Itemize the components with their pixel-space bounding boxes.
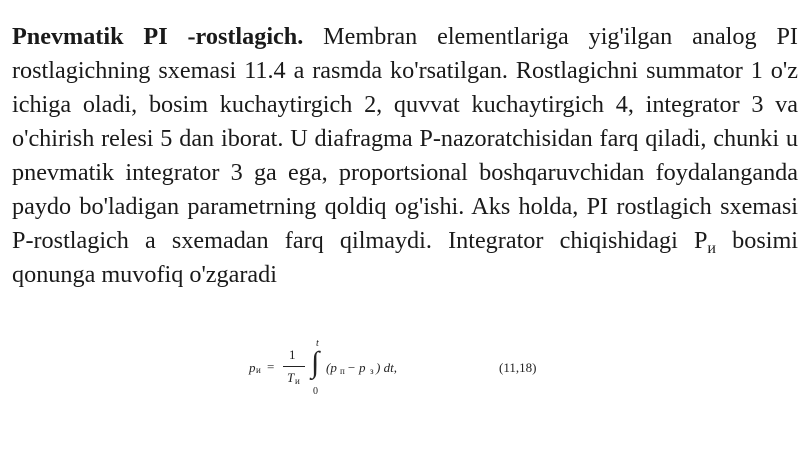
paragraph-text-part-2: bosimi qonunga muvofiq o'zgaradi — [12, 227, 798, 288]
body-paragraph — [12, 20, 798, 292]
formula-lhs: p — [249, 360, 256, 375]
formula-upper-limit: t — [316, 338, 319, 349]
formula-numerator: 1 — [289, 347, 296, 362]
formula-lower-limit: 0 — [313, 386, 318, 397]
formula-integrand-subscript-1: п — [340, 366, 345, 376]
paragraph-lead-heading: Pnevmatik PI -rostlagich. — [12, 23, 304, 50]
formula-integrand-close: ) dt, — [376, 360, 397, 375]
paragraph-text-part-1: Membran elementlariga yig'ilgan analog PI rostlagichning sxemasi 11.4 a rasmda ko'rsatilgan. Rostlagichni summator 1 o'z ichiga oladi, bosim kuchaytirgich 2, quvvat kuchaytirgich 4, integrator 3 va o'chirish relesi 5 dan iborat. U diafragma P-nazoratchisidan farq qiladi, chunki u pnevmatik integrator 3 ga ega, proportsional boshqaruvchidan foydalanganda paydo bo'ladigan parametrning qoldiq og'ishi. Aks holda, PI rostlagich sxemasi P-rostlagich a sxemadan farq qilmaydi. Integrator chiqishidagi P — [12, 23, 798, 254]
formula-integrand-subscript-2: з — [370, 366, 374, 376]
formula-denominator: T — [287, 370, 295, 385]
formula-integrand-open: (p — [326, 360, 337, 375]
pressure-subscript: и — [707, 240, 716, 257]
formula-fraction-bar — [283, 366, 305, 367]
formula-integral-sign: ∫ — [311, 346, 320, 379]
equation-number: (11,18) — [499, 360, 537, 375]
formula-integrand-minus: − p — [347, 360, 366, 375]
formula-denominator-subscript: и — [295, 376, 300, 386]
formula-lhs-subscript: и — [256, 365, 261, 375]
formula-equals: = — [267, 359, 275, 374]
integrator-formula — [0, 338, 800, 408]
